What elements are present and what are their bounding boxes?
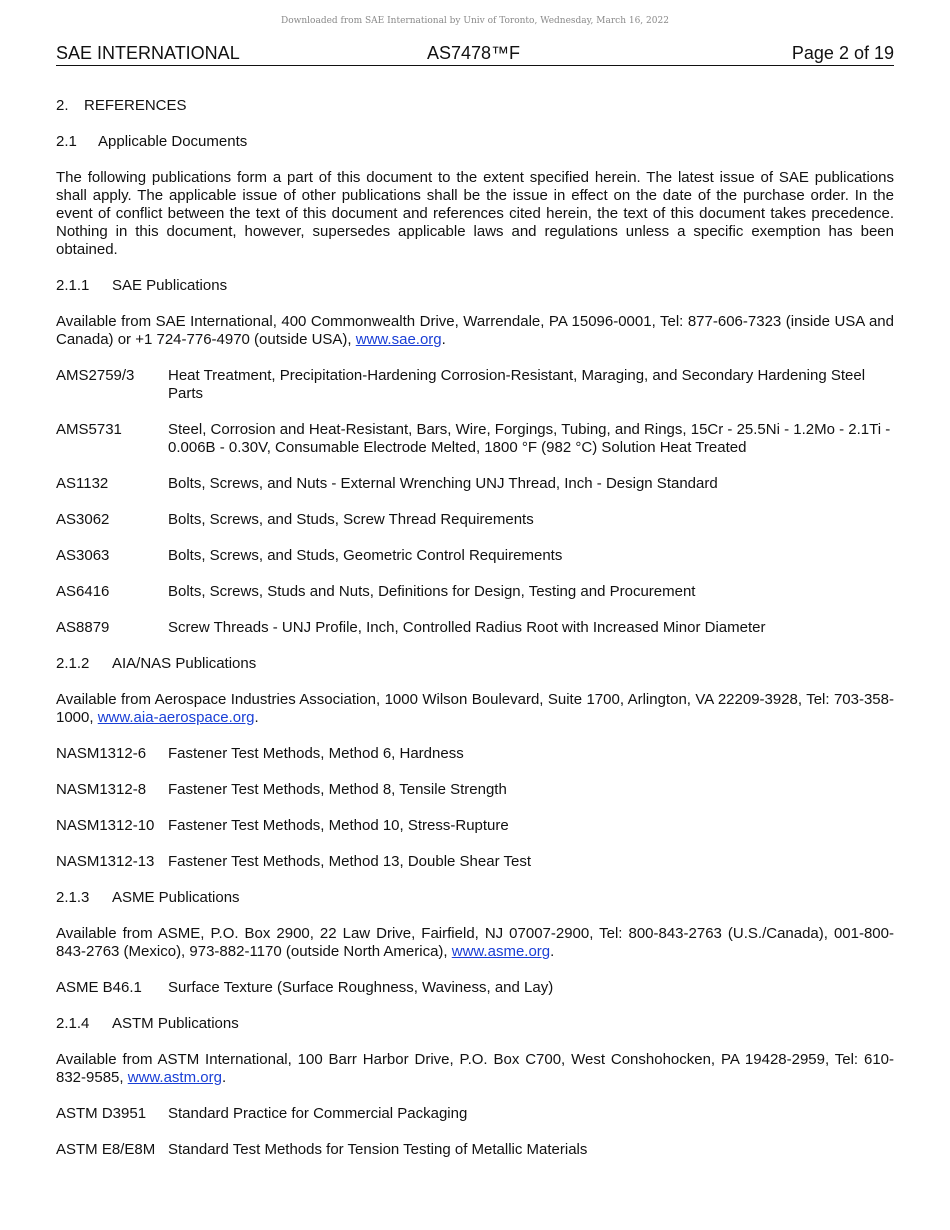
header-page-number: Page 2 of 19 <box>791 43 894 63</box>
reference-item <box>56 583 894 601</box>
reference-code: AS3063 <box>56 547 110 564</box>
aia-reference-list <box>56 745 894 871</box>
reference-description: Fastener Test Methods, Method 10, Stress-Rupture <box>168 817 509 834</box>
reference-code: NASM1312-6 <box>56 745 147 762</box>
reference-item <box>56 817 894 835</box>
reference-item <box>56 979 894 997</box>
asme-title: ASME Publications <box>112 889 240 906</box>
reference-code: NASM1312-13 <box>56 853 155 870</box>
header-org: SAE INTERNATIONAL <box>56 43 240 63</box>
reference-code: AMS5731 <box>56 421 122 438</box>
aia-availability: Available from Aerospace Industries Association, 1000 Wilson Boulevard, Suite 1700, Arlington, VA 22209-3928, Tel: 703-358-1000, www.aia-aerospace.org. <box>56 691 894 726</box>
reference-item <box>56 511 894 529</box>
astm-availability: Available from ASTM International, 100 Barr Harbor Drive, P.O. Box C700, West Conshohocken, PA 19428-2959, Tel: 610-832-9585, www.astm.org. <box>56 1051 894 1086</box>
aia-title: AIA/NAS Publications <box>112 655 257 672</box>
document-body <box>56 97 894 1177</box>
reference-description: Standard Test Methods for Tension Testing of Metallic Materials <box>168 1141 588 1158</box>
reference-item <box>56 853 894 871</box>
reference-description: Fastener Test Methods, Method 13, Double Shear Test <box>168 853 531 870</box>
download-watermark: Downloaded from SAE International by Univ of Toronto, Wednesday, March 16, 2022 <box>281 16 669 26</box>
astm-link[interactable]: www.astm.org <box>127 1069 222 1086</box>
section-number: 2. <box>56 97 69 114</box>
reference-item <box>56 475 894 493</box>
sae-reference-list <box>56 367 894 637</box>
astm-number: 2.1.4 <box>56 1015 90 1032</box>
intro-paragraph: The following publications form a part of this document to the extent specified herein. The latest issue of SAE publications shall apply. The applicable issue of other publications shall be the issue in effect on the date of the purchase order. In the event of conflict between the text of this document and references cited herein, the text of this document takes precedence. Nothing in this document, however, supersedes applicable laws and regulations unless a specific exemption has been obtained. <box>56 169 894 258</box>
reference-description: Fastener Test Methods, Method 8, Tensile Strength <box>168 781 507 798</box>
astm-reference-list <box>56 1105 894 1159</box>
header-doc-number: AS7478™F <box>427 43 521 63</box>
subsection-number: 2.1 <box>56 133 77 150</box>
astm-heading <box>56 1015 894 1033</box>
reference-item <box>56 1141 894 1159</box>
reference-item <box>56 367 894 403</box>
reference-description: Fastener Test Methods, Method 6, Hardness <box>168 745 464 762</box>
reference-item <box>56 421 894 457</box>
asme-heading <box>56 889 894 907</box>
aia-heading <box>56 655 894 673</box>
reference-code: AS6416 <box>56 583 110 600</box>
page-header <box>56 44 894 66</box>
asme-number: 2.1.3 <box>56 889 90 906</box>
reference-description: Steel, Corrosion and Heat-Resistant, Bars, Wire, Forgings, Tubing, and Rings, 15Cr - 25.5Ni - 1.2Mo - 2.1Ti - 0.006B - 0.30V, Consumable Electrode Melted, 1800 °F (982 °C) Solution Heat Treated <box>168 421 891 456</box>
reference-item <box>56 1105 894 1123</box>
reference-description: Screw Threads - UNJ Profile, Inch, Controlled Radius Root with Increased Minor Diameter <box>168 619 766 636</box>
section-title: REFERENCES <box>84 97 187 114</box>
section-heading <box>56 97 894 115</box>
sae-heading <box>56 277 894 295</box>
asme-reference-list <box>56 979 894 997</box>
sae-number: 2.1.1 <box>56 277 90 294</box>
reference-description: Bolts, Screws, and Studs, Geometric Control Requirements <box>168 547 563 564</box>
reference-code: NASM1312-10 <box>56 817 155 834</box>
reference-description: Bolts, Screws, and Studs, Screw Thread Requirements <box>168 511 534 528</box>
reference-description: Bolts, Screws, Studs and Nuts, Definitions for Design, Testing and Procurement <box>168 583 696 600</box>
reference-code: ASTM D3951 <box>56 1105 147 1122</box>
reference-code: AMS2759/3 <box>56 367 135 384</box>
reference-code: AS8879 <box>56 619 110 636</box>
subsection-heading <box>56 133 894 151</box>
reference-description: Surface Texture (Surface Roughness, Waviness, and Lay) <box>168 979 554 996</box>
reference-code: ASTM E8/E8M <box>56 1141 156 1158</box>
reference-item <box>56 781 894 799</box>
subsection-title: Applicable Documents <box>98 133 248 150</box>
reference-code: AS1132 <box>56 475 109 492</box>
aia-link[interactable]: www.aia-aerospace.org <box>97 709 255 726</box>
reference-code: NASM1312-8 <box>56 781 147 798</box>
reference-description: Bolts, Screws, and Nuts - External Wrenching UNJ Thread, Inch - Design Standard <box>168 475 718 492</box>
sae-link[interactable]: www.sae.org <box>355 331 442 348</box>
asme-link[interactable]: www.asme.org <box>451 943 551 960</box>
reference-code: AS3062 <box>56 511 110 528</box>
reference-description: Heat Treatment, Precipitation-Hardening Corrosion-Resistant, Maraging, and Secondary Hardening Steel Parts <box>168 367 866 402</box>
reference-item <box>56 547 894 565</box>
aia-number: 2.1.2 <box>56 655 90 672</box>
astm-title: ASTM Publications <box>112 1015 239 1032</box>
asme-availability: Available from ASME, P.O. Box 2900, 22 Law Drive, Fairfield, NJ 07007-2900, Tel: 800-843-2763 (U.S./Canada), 001-800-843-2763 (Mexico), 973-882-1170 (outside North America), www.asme.org. <box>56 925 894 960</box>
reference-item <box>56 745 894 763</box>
reference-code: ASME B46.1 <box>56 979 142 996</box>
reference-description: Standard Practice for Commercial Packaging <box>168 1105 468 1122</box>
reference-item <box>56 619 894 637</box>
sae-availability: Available from SAE International, 400 Commonwealth Drive, Warrendale, PA 15096-0001, Tel: 877-606-7323 (inside USA and Canada) or +1 724-776-4970 (outside USA), www.sae.org. <box>56 313 894 348</box>
sae-title: SAE Publications <box>112 277 228 294</box>
